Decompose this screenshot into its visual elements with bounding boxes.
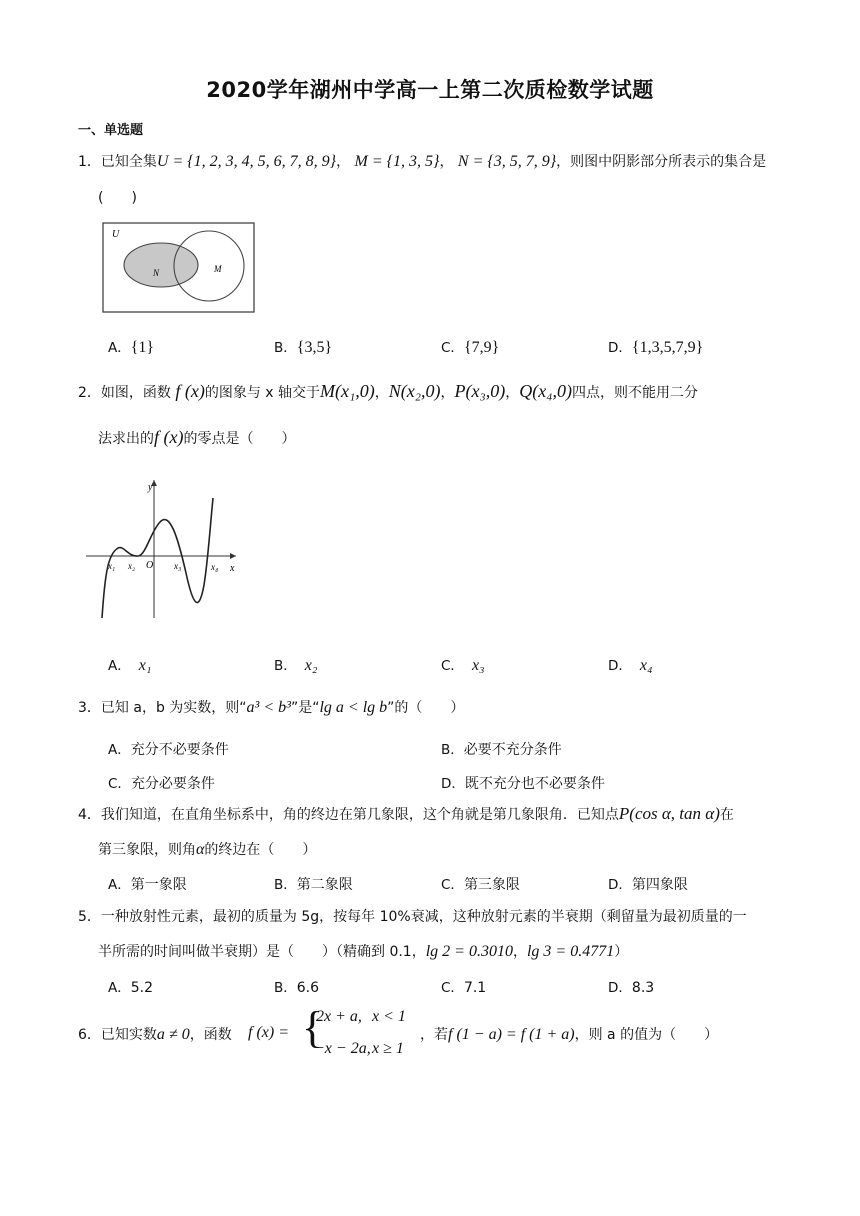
option-a[interactable] (108, 738, 229, 759)
question-text: 的终边在（ ） (204, 842, 317, 858)
option-value: 7.1 (463, 980, 487, 996)
answer-paren: ( ) (98, 190, 137, 206)
set-n-ellipse (124, 243, 198, 287)
option-value: 6.6 (296, 980, 320, 996)
option-b[interactable] (274, 336, 332, 357)
question-text: 已知全集 (100, 154, 157, 170)
piece-1-expr: 2x + a, (316, 1008, 362, 1025)
venn-diagram (102, 222, 256, 314)
option-label: D． (608, 658, 632, 674)
question-text: 第三象限，则角 (98, 842, 196, 858)
question-text: 半所需的时间叫做半衰期）是（ ）（精确到 0.1， (98, 944, 426, 960)
option-label: C． (441, 658, 464, 674)
option-c[interactable] (441, 976, 486, 996)
math-expression: lg 2 = 0.3010 (425, 943, 513, 960)
option-a[interactable] (108, 873, 187, 894)
option-label: B． (274, 658, 297, 674)
option-a[interactable] (108, 976, 153, 996)
option-value: {3,5} (296, 339, 333, 356)
question-1-line-1 (78, 151, 766, 171)
option-label: C． (441, 877, 464, 893)
separator: ， (336, 154, 351, 170)
option-label: B． (274, 877, 297, 893)
option-label: B． (274, 340, 297, 356)
separator: ， (439, 154, 454, 170)
option-label: A． (108, 340, 131, 356)
question-number: 3． (78, 700, 101, 716)
option-value: 必要不充分条件 (463, 742, 562, 758)
section-heading: 一、单选题 (78, 123, 144, 138)
question-text: 的零点是（ ） (183, 431, 296, 447)
option-c[interactable] (441, 873, 520, 894)
option-label: C． (441, 340, 464, 356)
option-value: 既不充分也不必要条件 (464, 776, 605, 792)
option-d[interactable] (441, 772, 605, 793)
option-label: D． (608, 340, 632, 356)
option-d[interactable] (608, 873, 688, 894)
question-4-line-2 (98, 839, 316, 859)
math-expression: lg a < lg b (319, 699, 388, 716)
question-2-line-2 (98, 427, 295, 448)
question-3-line-1 (78, 697, 464, 717)
x-axis-arrow (230, 553, 236, 559)
option-label: A． (108, 877, 131, 893)
math-expression: f (x) (154, 427, 184, 447)
point-p: P(x₃,0) (454, 381, 506, 401)
option-b[interactable] (274, 654, 317, 675)
option-label: D． (608, 877, 632, 893)
question-text: ，则 a 的值为（ ） (574, 1027, 719, 1043)
question-text: ，则图中阴影部分所表示的集合是 (556, 154, 767, 170)
option-value: {1,3,5,7,9} (631, 339, 704, 356)
option-value: 5.2 (130, 980, 154, 996)
option-value: x₃ (471, 657, 485, 674)
point-q: Q(x₄,0) (519, 381, 572, 401)
question-number: 5． (78, 909, 101, 925)
question-5-line-2 (98, 941, 628, 961)
option-label: B． (274, 980, 297, 996)
question-text: ） (614, 944, 629, 960)
math-expression: a³ < b³ (246, 699, 291, 716)
page-title: 2020学年湖州中学高一上第二次质检数学试题 (206, 78, 654, 102)
math-expression: lg 3 = 0.4771 (526, 943, 615, 960)
question-text: 我们知道，在直角坐标系中，角的终边在第几象限，这个角就是第几象限角．已知点 (100, 807, 619, 823)
option-b[interactable] (274, 976, 319, 996)
option-label: A． (108, 742, 131, 758)
option-value: 第四象限 (631, 877, 688, 893)
question-text: 四点，则不能用二分 (572, 385, 698, 401)
math-expression: a ≠ 0 (156, 1026, 190, 1043)
option-a[interactable] (108, 336, 154, 357)
question-text: 如图，函数 (100, 385, 171, 401)
option-value: x₂ (304, 657, 318, 674)
label-u: U (112, 229, 120, 240)
question-number: 2． (78, 385, 101, 401)
label-x2: x₂ (128, 561, 136, 571)
math-expression: α (196, 841, 205, 858)
option-label: B． (441, 742, 464, 758)
option-b[interactable] (274, 873, 353, 894)
question-text: 一种放射性元素，最初的质量为 5g，按每年 10%衰减，这种放射元素的半衰期（剩留量为最初质量的一 (100, 909, 747, 925)
label-origin: O (146, 560, 154, 571)
question-text: ”的（ ） (387, 700, 465, 716)
option-value: {7,9} (463, 339, 500, 356)
option-value: 第三象限 (463, 877, 520, 893)
question-4-line-1 (78, 804, 734, 824)
question-text: 已知实数 (100, 1027, 157, 1043)
option-c[interactable] (441, 336, 499, 357)
option-label: D． (441, 776, 465, 792)
option-label: A． (108, 658, 131, 674)
option-label: A． (108, 980, 131, 996)
question-2-line-1: 2．如图，函数 f (x)的图象与 x 轴交于M(x₁,0)，N(x₂,0)，P(x₃,0)，Q(x₄,0)四点，则不能用二分 (78, 381, 698, 401)
label-n: N (153, 268, 160, 278)
piece-2-expr: −x − 2a, (314, 1040, 371, 1057)
math-expression: f (1 − a) = f (1 + a) (448, 1026, 575, 1043)
label-y: y (148, 482, 153, 493)
option-value: 充分不必要条件 (130, 742, 229, 758)
option-d[interactable] (608, 336, 703, 357)
question-6-tail (420, 1024, 718, 1044)
label-x3: x₃ (174, 561, 182, 571)
function-name: f (x) = (248, 1024, 289, 1041)
option-b[interactable] (441, 738, 562, 759)
option-value: 充分必要条件 (130, 776, 215, 792)
math-expression: U = {1, 2, 3, 4, 5, 6, 7, 8, 9} (156, 153, 337, 170)
math-expression: P(cos α, tan α) (618, 804, 720, 823)
math-expression: f (x) (175, 381, 205, 401)
question-number: 1． (78, 154, 101, 170)
question-text: 已知 a，b 为实数，则“ (100, 700, 247, 716)
option-a[interactable] (108, 654, 151, 675)
label-x: x (230, 563, 235, 574)
math-expression: M = {1, 3, 5} (354, 153, 440, 170)
question-text: 在 (719, 807, 734, 823)
piece-2-cond: x ≥ 1 (372, 1040, 404, 1057)
question-text: 的图象与 x 轴交于 (204, 385, 321, 401)
point-n: N(x₂,0) (388, 381, 441, 401)
label-m: M (214, 264, 222, 274)
option-c[interactable] (441, 654, 485, 675)
piece-1-cond: x < 1 (372, 1008, 406, 1025)
option-label: C． (441, 980, 464, 996)
option-c[interactable] (108, 772, 215, 793)
question-5-line-1 (78, 906, 747, 926)
option-value: 8.3 (631, 980, 655, 996)
option-d[interactable] (608, 654, 653, 675)
question-number: 4． (78, 807, 101, 823)
piecewise-brace: { (302, 1003, 324, 1052)
option-d[interactable] (608, 976, 654, 996)
math-expression: N = {3, 5, 7, 9} (457, 153, 557, 170)
option-label: D． (608, 980, 632, 996)
label-x4: x₄ (211, 562, 219, 572)
option-value: 第一象限 (130, 877, 187, 893)
question-text: ，函数 (189, 1027, 232, 1043)
question-text: ，若 (420, 1027, 448, 1043)
function-curve (102, 498, 213, 618)
question-text: 法求出的 (98, 431, 154, 447)
question-number: 6． (78, 1027, 101, 1043)
label-x1: x₁ (108, 561, 116, 571)
option-value: 第二象限 (296, 877, 353, 893)
function-graph (86, 478, 246, 624)
option-label: C． (108, 776, 131, 792)
point-m: M(x₁,0) (320, 381, 375, 401)
option-value: x₄ (639, 657, 653, 674)
separator: ， (512, 944, 527, 960)
option-value: {1} (130, 339, 155, 356)
question-6-line-1 (78, 1024, 232, 1044)
question-text: ”是“ (290, 700, 320, 716)
option-value: x₁ (138, 657, 152, 674)
